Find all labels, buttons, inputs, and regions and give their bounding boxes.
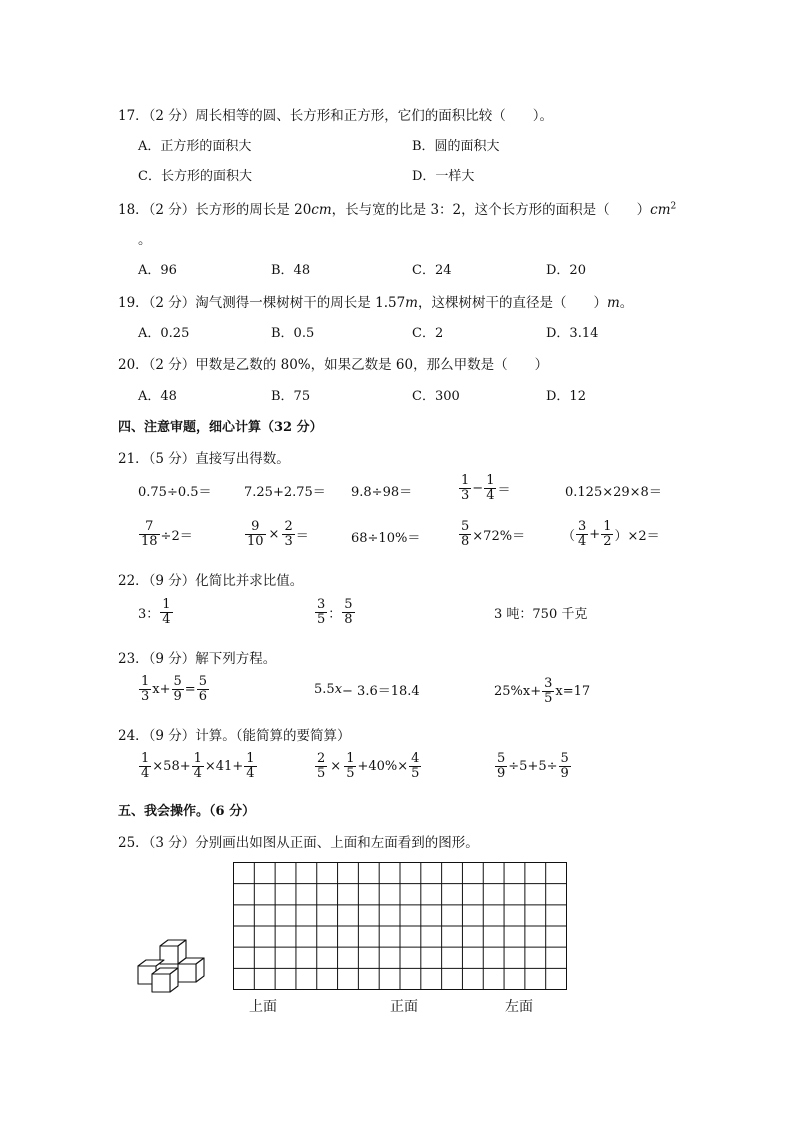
q17-option-d[interactable]: D．一样大 [412, 169, 475, 184]
q19-stem-part1: 19．（2 分）淘气测得一棵树树干的周长是 1.57 [118, 295, 406, 311]
q22-expr-1: 3： $\frac{1}{4}$ [138, 597, 171, 627]
q20-option-b[interactable]: B．75 [271, 389, 311, 404]
q21-stem: 21．（5 分）直接写出得数。 [118, 451, 290, 467]
q18-superscript: 2 [670, 201, 677, 212]
q19-unit-m: m [405, 295, 418, 311]
q22-expr-3: 3 吨：750 千克 [494, 607, 588, 622]
q18-stem [118, 198, 676, 218]
q19-option-b[interactable]: B．0.5 [271, 326, 315, 341]
fraction: $\frac{1}{4}$ [141, 751, 150, 781]
section-5-heading: 五、我会操作。（6 分） [118, 804, 256, 819]
q18-option-d[interactable]: D．20 [546, 263, 586, 278]
q24-stem: 24．（9 分）计算。（能简算的要简算） [118, 728, 351, 744]
label-top-view: 上面 [249, 999, 277, 1015]
q17-option-b[interactable]: B．圆的面积大 [412, 139, 500, 154]
q18-option-c[interactable]: C．24 [412, 263, 452, 278]
q21-expr-10: （ $\frac{3}{4}$ + $\frac{1}{2}$ ）×2＝ [562, 519, 660, 549]
q19-option-a[interactable]: A．0.25 [138, 326, 190, 341]
q21-expr-6: $\frac{7}{18}$ ÷2＝ [141, 519, 193, 549]
fraction: $\frac{1}{4}$ [246, 751, 255, 781]
q21-expr-5: 0.125×29×8＝ [565, 485, 662, 500]
grid-lines [233, 862, 567, 990]
q24-expr-3: $\frac{5}{9}$ ÷5+5÷ $\frac{5}{9}$ [497, 751, 569, 781]
q18-tail: 。 [138, 232, 152, 248]
label-left-view: 左面 [505, 999, 533, 1015]
q18-unit-cm: cm [311, 202, 332, 218]
q20-option-d[interactable]: D．12 [546, 389, 586, 404]
q17-option-c[interactable]: C．长方形的面积大 [138, 169, 252, 184]
fraction: $\frac{5}{9}$ [173, 674, 182, 704]
q24-expr-2: $\frac{2}{5}$ × $\frac{1}{5}$ +40%× $\frac{4}{5}$ [317, 751, 420, 781]
q19-unit-m2: m [606, 295, 620, 311]
q21-expr-7: $\frac{9}{10}$ × $\frac{2}{3}$ ＝ [247, 519, 309, 549]
fraction: $\frac{2}{5}$ [317, 751, 326, 781]
q22-stem: 22．（9 分）化简比并求比值。 [118, 573, 304, 589]
q18-stem-part1: 18．（2 分）长方形的周长是 20 [118, 202, 312, 218]
q18-stem-part2: ，长与宽的比是 3：2，这个长方形的面积是（ ） [331, 202, 651, 218]
fraction: $\frac{3}{4}$ [578, 519, 587, 549]
fraction: $\frac{5}{6}$ [198, 674, 207, 704]
fraction: $\frac{1}{2}$ [603, 519, 612, 549]
fraction: $\frac{1}{4}$ [162, 597, 171, 627]
fraction: $\frac{5}{9}$ [560, 751, 569, 781]
q21-expr-2: 7.25+2.75＝ [244, 485, 326, 500]
q20-option-a[interactable]: A．48 [138, 389, 177, 404]
q17-stem: 17．（2 分）周长相等的圆、长方形和正方形，它们的面积比较（ ）。 [118, 108, 554, 124]
fraction: $\frac{9}{10}$ [247, 519, 264, 549]
q24-expr-1: $\frac{1}{4}$ ×58+ $\frac{1}{4}$ ×41+ $\frac{1}{4}$ [141, 751, 255, 781]
q23-equation-2: 5.5 x − 3.6＝18.4 [314, 682, 420, 699]
fraction: $\frac{3}{5}$ [317, 597, 326, 627]
fraction: $\frac{4}{5}$ [411, 751, 420, 781]
fraction: $\frac{7}{18}$ [141, 519, 158, 549]
q19-stem-part2: ，这棵树树干的直径是（ ） [417, 295, 607, 311]
fraction: $\frac{5}{8}$ [344, 597, 353, 627]
q19-option-c[interactable]: C．2 [412, 326, 444, 341]
q23-equation-3: 25%x+ $\frac{3}{5}$ x=17 [494, 676, 591, 706]
fraction: $\frac{1}{5}$ [346, 751, 355, 781]
q21-expr-8: 68÷10%＝ [351, 531, 421, 546]
q21-expr-9: $\frac{5}{8}$ ×72%＝ [461, 519, 526, 549]
q18-option-a[interactable]: A．96 [138, 263, 177, 278]
cube-stack-figure [134, 938, 210, 1000]
fraction: $\frac{1}{3}$ [141, 674, 150, 704]
label-front-view: 正面 [390, 999, 418, 1015]
q21-expr-1: 0.75÷0.5＝ [138, 485, 212, 500]
q22-expr-2: $\frac{3}{5}$ ： $\frac{5}{8}$ [317, 597, 353, 627]
q18-option-b[interactable]: B．48 [271, 263, 311, 278]
q21-expr-3: 9.8÷98＝ [351, 485, 413, 500]
fraction: $\frac{1}{4}$ [193, 751, 202, 781]
fraction: $\frac{2}{3}$ [284, 519, 293, 549]
q23-equation-1: $\frac{1}{3}$ x+ $\frac{5}{9}$ = $\frac{5}{6}$ [141, 674, 207, 704]
section-4-heading: 四、注意审题，细心计算（32 分） [118, 420, 323, 435]
q19-tail: 。 [619, 295, 634, 311]
q25-stem: 25．（3 分）分别画出如图从正面、上面和左面看到的图形。 [118, 835, 479, 851]
q20-stem: 20．（2 分）甲数是乙数的 80%，如果乙数是 60，那么甲数是（ ） [118, 357, 549, 373]
q21-expr-4: $\frac{1}{3}$ − $\frac{1}{4}$ ＝ [461, 473, 511, 503]
q20-option-c[interactable]: C．300 [412, 389, 460, 404]
q19-option-d[interactable]: D．3.14 [546, 326, 599, 341]
fraction: $\frac{1}{4}$ [486, 473, 495, 503]
fraction: $\frac{3}{5}$ [544, 676, 553, 706]
q19-stem [118, 291, 633, 311]
fraction: $\frac{5}{8}$ [461, 519, 470, 549]
q18-unit-cm2: cm [650, 202, 671, 218]
cube-stack-drawing [134, 938, 210, 996]
q17-option-a[interactable]: A．正方形的面积大 [138, 139, 252, 154]
drawing-grid[interactable] [233, 862, 567, 990]
q23-stem: 23．（9 分）解下列方程。 [118, 651, 277, 667]
fraction: $\frac{5}{9}$ [497, 751, 506, 781]
fraction: $\frac{1}{3}$ [461, 473, 470, 503]
